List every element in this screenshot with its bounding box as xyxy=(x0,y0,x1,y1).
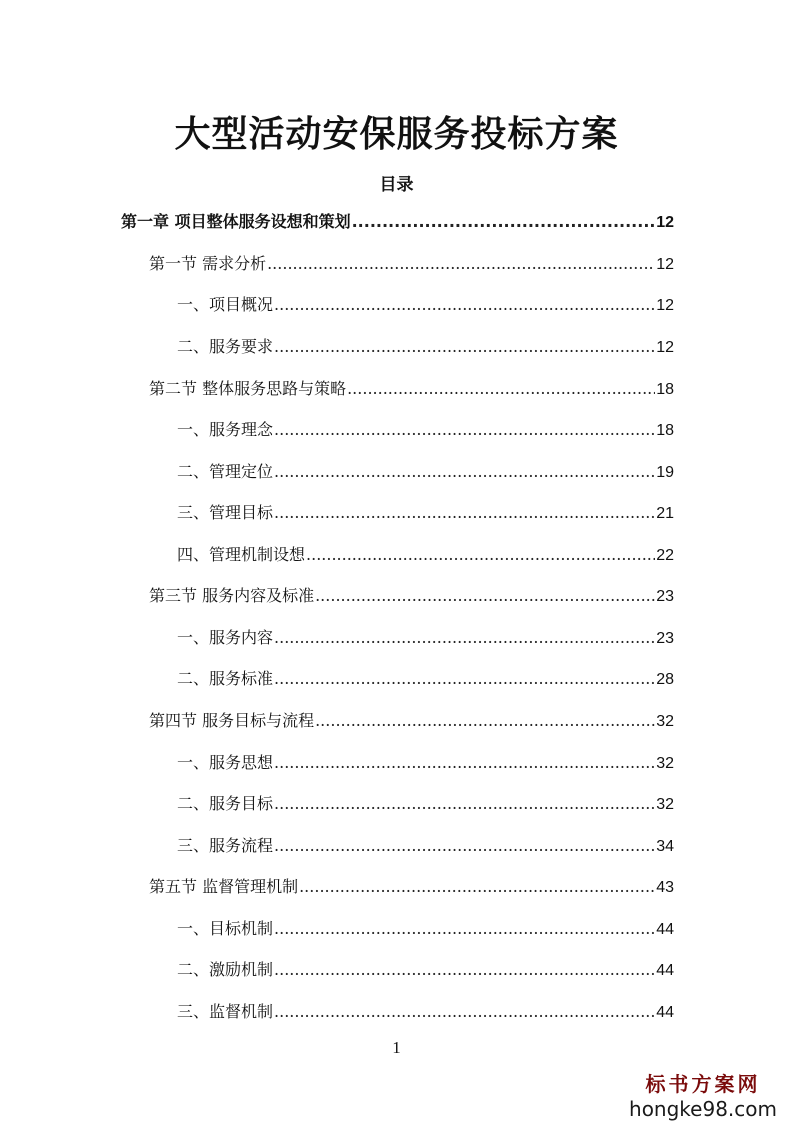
dot-leader xyxy=(274,337,655,356)
toc-entry-subsection[interactable] xyxy=(177,459,674,483)
toc-entry-label: 四、管理机制设想 xyxy=(177,545,306,564)
toc-entry-label: 一、服务思想 xyxy=(177,753,274,772)
toc-entry-label: 二、服务标准 xyxy=(177,669,274,688)
dot-leader xyxy=(274,919,655,938)
toc-entry-subsection[interactable] xyxy=(177,999,674,1023)
site-watermark xyxy=(629,1068,777,1121)
toc-entry-page: 44 xyxy=(656,962,674,979)
toc-entry-label: 一、服务理念 xyxy=(177,420,274,439)
toc-entry-label: 三、管理目标 xyxy=(177,503,274,522)
toc-entry-subsection[interactable] xyxy=(177,417,674,441)
toc-entry-subsection[interactable] xyxy=(177,833,674,857)
toc-entry-page: 34 xyxy=(656,838,674,855)
dot-leader xyxy=(274,960,655,979)
toc-entry-label: 二、激励机制 xyxy=(177,960,274,979)
toc-entry-label: 三、服务流程 xyxy=(177,836,274,855)
dot-leader xyxy=(274,503,655,522)
dot-leader xyxy=(267,254,655,273)
toc-entry-label: 一、目标机制 xyxy=(177,919,274,938)
toc-entry-label: 第五节 监督管理机制 xyxy=(149,877,299,896)
toc-entry-section[interactable] xyxy=(149,708,674,732)
toc-entry-subsection[interactable] xyxy=(177,750,674,774)
toc-entry-section[interactable] xyxy=(149,874,674,898)
toc-entry-page: 12 xyxy=(656,339,674,356)
toc-entry-section[interactable] xyxy=(149,583,674,607)
toc-entry-label: 二、服务要求 xyxy=(177,337,274,356)
watermark-url-text: hongke98.com xyxy=(629,1097,777,1121)
toc-entry-page: 23 xyxy=(656,630,674,647)
toc-entry-subsection[interactable] xyxy=(177,791,674,815)
toc-entry-subsection[interactable] xyxy=(177,542,674,566)
toc-entry-page: 44 xyxy=(656,1004,674,1021)
toc-entry-page: 32 xyxy=(656,796,674,813)
document-title: 大型活动安保服务投标方案 xyxy=(174,114,619,155)
dot-leader xyxy=(274,628,655,647)
toc-entry-label: 第三节 服务内容及标准 xyxy=(149,586,315,605)
toc-entry-subsection[interactable] xyxy=(177,666,674,690)
toc-entry-label: 第四节 服务目标与流程 xyxy=(149,711,315,730)
toc-entry-page: 23 xyxy=(656,588,674,605)
dot-leader xyxy=(274,669,655,688)
dot-leader xyxy=(274,1002,655,1021)
toc-entry-label: 第一节 需求分析 xyxy=(149,254,267,273)
toc-entry-subsection[interactable] xyxy=(177,916,674,940)
toc-entry-subsection[interactable] xyxy=(177,625,674,649)
toc-entry-page: 28 xyxy=(656,671,674,688)
toc-entry-page: 22 xyxy=(656,547,674,564)
dot-leader xyxy=(352,212,656,231)
dot-leader xyxy=(306,545,655,564)
toc-entry-section[interactable] xyxy=(149,251,674,275)
toc-entry-label: 一、项目概况 xyxy=(177,295,274,314)
toc-entry-page: 12 xyxy=(656,297,674,314)
toc-entry-label: 一、服务内容 xyxy=(177,628,274,647)
toc-entry-label: 第二节 整体服务思路与策略 xyxy=(149,379,347,398)
dot-leader xyxy=(274,753,655,772)
toc-entry-section[interactable] xyxy=(149,376,674,400)
toc-entry-page: 21 xyxy=(656,505,674,522)
toc-entry-page: 19 xyxy=(656,464,674,481)
dot-leader xyxy=(274,295,655,314)
dot-leader xyxy=(299,877,655,896)
toc-entry-page: 18 xyxy=(656,381,674,398)
toc-entry-chapter[interactable] xyxy=(121,209,674,233)
toc-entry-page: 18 xyxy=(656,422,674,439)
toc-entry-page: 12 xyxy=(656,214,674,231)
toc-entry-label: 三、监督机制 xyxy=(177,1002,274,1021)
toc-entry-page: 32 xyxy=(656,713,674,730)
toc-entry-label: 第一章 项目整体服务设想和策划 xyxy=(121,212,351,231)
dot-leader xyxy=(274,836,655,855)
dot-leader xyxy=(347,379,655,398)
toc-entry-subsection[interactable] xyxy=(177,292,674,316)
dot-leader xyxy=(315,711,655,730)
toc-entry-page: 12 xyxy=(656,256,674,273)
watermark-chinese-text: 标书方案网 xyxy=(645,1072,761,1096)
dot-leader xyxy=(274,420,655,439)
toc-entry-page: 32 xyxy=(656,755,674,772)
toc-entry-subsection[interactable] xyxy=(177,500,674,524)
dot-leader xyxy=(315,586,655,605)
toc-entry-subsection[interactable] xyxy=(177,957,674,981)
toc-entry-subsection[interactable] xyxy=(177,334,674,358)
toc-entry-page: 44 xyxy=(656,921,674,938)
dot-leader xyxy=(274,794,655,813)
toc-entry-label: 二、管理定位 xyxy=(177,462,274,481)
dot-leader xyxy=(274,462,655,481)
toc-entry-label: 二、服务目标 xyxy=(177,794,274,813)
page-number: 1 xyxy=(392,1038,401,1057)
toc-heading: 目录 xyxy=(379,175,414,195)
toc-entry-page: 43 xyxy=(656,879,674,896)
